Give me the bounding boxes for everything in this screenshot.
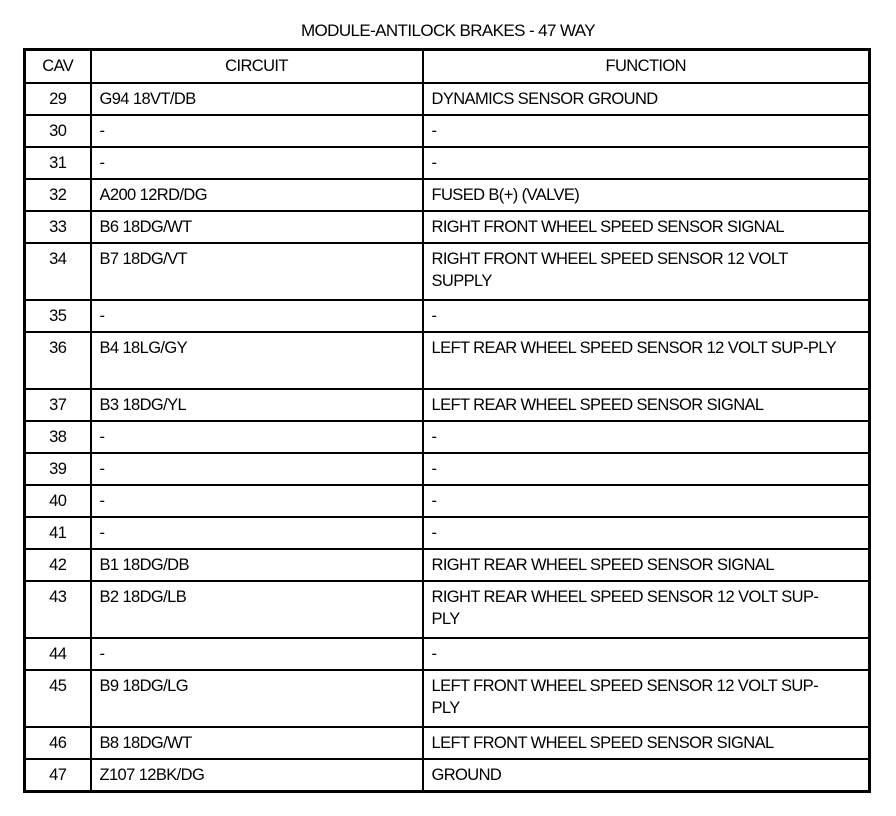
circuit-cell: B4 18LG/GY xyxy=(91,332,423,389)
function-cell: - xyxy=(423,421,870,453)
circuit-cell: G94 18VT/DB xyxy=(91,83,423,115)
table-row xyxy=(25,517,870,549)
function-cell: RIGHT REAR WHEEL SPEED SENSOR 12 VOLT SUP-PLY xyxy=(423,581,870,638)
circuit-header: CIRCUIT xyxy=(91,50,423,84)
function-cell: RIGHT FRONT WHEEL SPEED SENSOR 12 VOLT SUPPLY xyxy=(423,243,870,300)
circuit-cell: - xyxy=(91,485,423,517)
cav-cell: 42 xyxy=(25,549,91,581)
function-cell: GROUND xyxy=(423,759,870,791)
table-row xyxy=(25,179,870,211)
table-row xyxy=(25,581,870,638)
table-row xyxy=(25,211,870,243)
cav-cell: 44 xyxy=(25,638,91,670)
circuit-cell: Z107 12BK/DG xyxy=(91,759,423,791)
circuit-cell: - xyxy=(91,453,423,485)
function-cell: RIGHT FRONT WHEEL SPEED SENSOR SIGNAL xyxy=(423,211,870,243)
function-cell: - xyxy=(423,147,870,179)
circuit-cell: - xyxy=(91,300,423,332)
function-cell: - xyxy=(423,638,870,670)
circuit-cell: A200 12RD/DG xyxy=(91,179,423,211)
table-row xyxy=(25,759,870,791)
circuit-cell: B6 18DG/WT xyxy=(91,211,423,243)
table-row xyxy=(25,147,870,179)
cav-cell: 31 xyxy=(25,147,91,179)
function-cell: - xyxy=(423,115,870,147)
table-row xyxy=(25,453,870,485)
table-row xyxy=(25,421,870,453)
cav-cell: 29 xyxy=(25,83,91,115)
table-row xyxy=(25,485,870,517)
function-cell: LEFT REAR WHEEL SPEED SENSOR 12 VOLT SUP-PLY xyxy=(423,332,870,389)
table-title: MODULE-ANTILOCK BRAKES - 47 WAY xyxy=(300,21,596,40)
function-cell: DYNAMICS SENSOR GROUND xyxy=(423,83,870,115)
circuit-cell: - xyxy=(91,421,423,453)
cav-cell: 47 xyxy=(25,759,91,791)
cav-cell: 43 xyxy=(25,581,91,638)
function-cell: LEFT FRONT WHEEL SPEED SENSOR SIGNAL xyxy=(423,727,870,759)
cav-header: CAV xyxy=(25,50,91,84)
cav-cell: 38 xyxy=(25,421,91,453)
cav-cell: 45 xyxy=(25,670,91,727)
table-row xyxy=(25,332,870,389)
cav-cell: 30 xyxy=(25,115,91,147)
circuit-cell: B1 18DG/DB xyxy=(91,549,423,581)
circuit-cell: B9 18DG/LG xyxy=(91,670,423,727)
cav-cell: 37 xyxy=(25,389,91,421)
function-cell: LEFT REAR WHEEL SPEED SENSOR SIGNAL xyxy=(423,389,870,421)
circuit-cell: - xyxy=(91,147,423,179)
cav-cell: 36 xyxy=(25,332,91,389)
cav-cell: 35 xyxy=(25,300,91,332)
circuit-cell: B8 18DG/WT xyxy=(91,727,423,759)
connector-pinout-table xyxy=(23,48,871,793)
header-row xyxy=(25,50,870,84)
function-cell: - xyxy=(423,517,870,549)
circuit-cell: B2 18DG/LB xyxy=(91,581,423,638)
table-row xyxy=(25,670,870,727)
table-row xyxy=(25,300,870,332)
function-cell: LEFT FRONT WHEEL SPEED SENSOR 12 VOLT SUP-PLY xyxy=(423,670,870,727)
circuit-cell: - xyxy=(91,638,423,670)
function-cell: RIGHT REAR WHEEL SPEED SENSOR SIGNAL xyxy=(423,549,870,581)
function-cell: - xyxy=(423,485,870,517)
cav-cell: 46 xyxy=(25,727,91,759)
function-header: FUNCTION xyxy=(423,50,870,84)
cav-cell: 40 xyxy=(25,485,91,517)
function-cell: - xyxy=(423,300,870,332)
circuit-cell: - xyxy=(91,115,423,147)
cav-cell: 41 xyxy=(25,517,91,549)
circuit-cell: B3 18DG/YL xyxy=(91,389,423,421)
circuit-cell: - xyxy=(91,517,423,549)
cav-cell: 34 xyxy=(25,243,91,300)
table-row xyxy=(25,727,870,759)
table-row xyxy=(25,389,870,421)
table-row xyxy=(25,549,870,581)
table-row xyxy=(25,83,870,115)
function-cell: FUSED B(+) (VALVE) xyxy=(423,179,870,211)
function-cell: - xyxy=(423,453,870,485)
table-row xyxy=(25,638,870,670)
cav-cell: 33 xyxy=(25,211,91,243)
table-row xyxy=(25,115,870,147)
circuit-cell: B7 18DG/VT xyxy=(91,243,423,300)
cav-cell: 39 xyxy=(25,453,91,485)
cav-cell: 32 xyxy=(25,179,91,211)
table-row xyxy=(25,243,870,300)
